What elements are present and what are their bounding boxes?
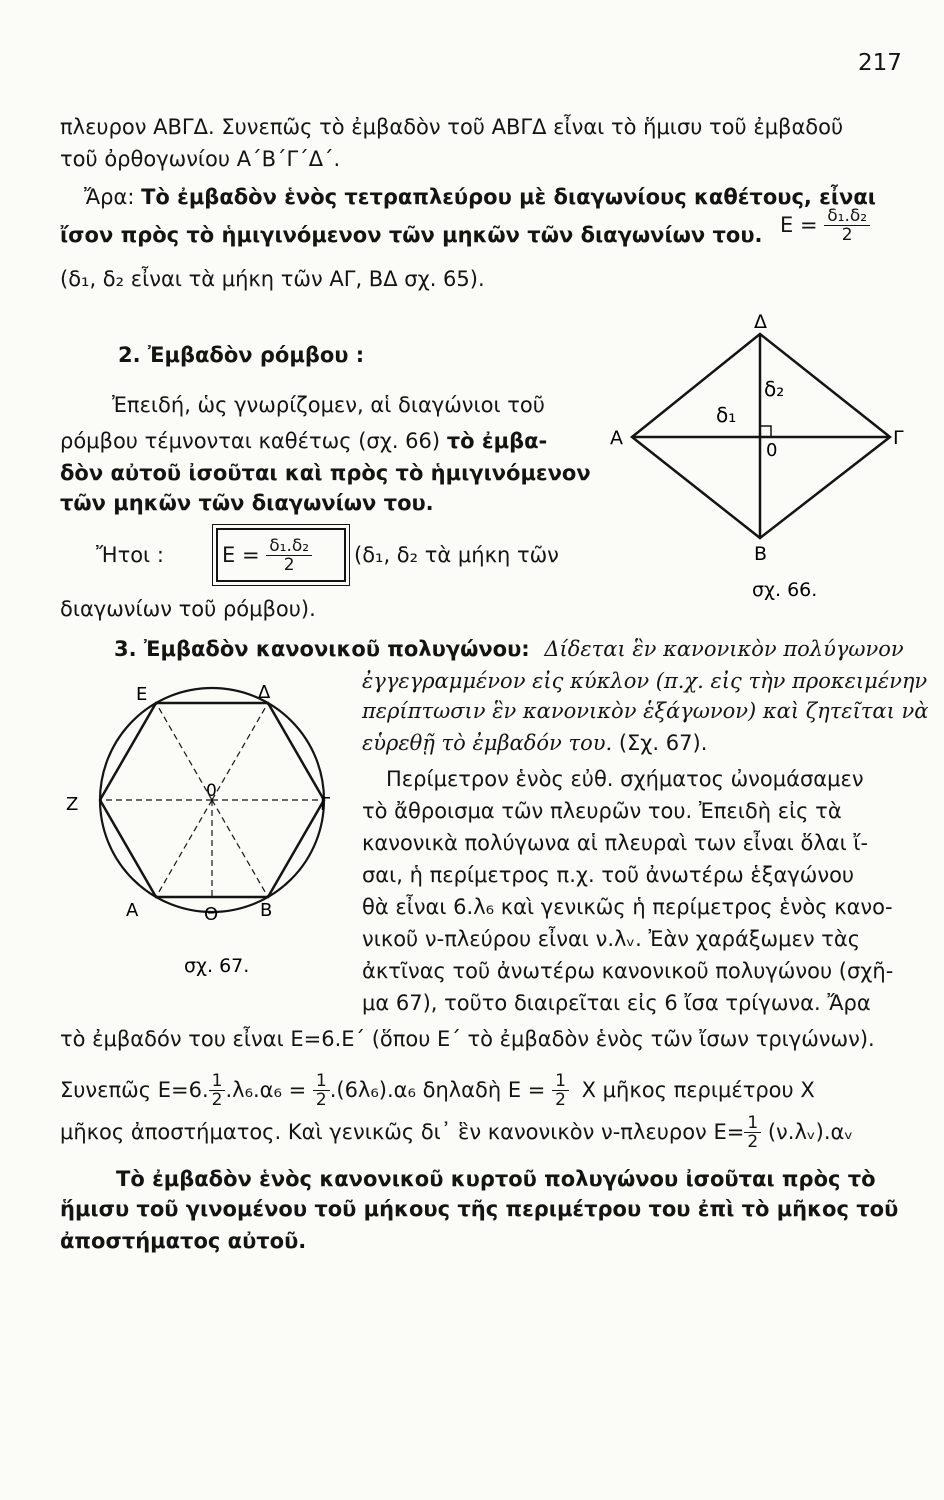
rhombus-note-1: (δ₁, δ₂ τὰ μήκη τῶν (354, 543, 559, 567)
label-d1: δ₁ (716, 403, 737, 427)
rhombus-text-1: Ἐπειδή, ὡς γνωρίζομεν, αἱ διαγώνιοι τοῦ (112, 393, 545, 417)
rhombus-formula-fraction (266, 538, 312, 574)
half-den-4: 2 (747, 1132, 759, 1152)
half-fraction-4 (744, 1115, 761, 1151)
section-3-heading: 3. Ἐμβαδὸν κανονικοῦ πολυγώνου: (114, 637, 530, 661)
rhombus-note-2: διαγωνίων τοῦ ρόμβου). (60, 597, 316, 621)
intro-note: (δ₁, δ₂ εἶναι τὰ μήκη τῶν ΑΓ, ΒΔ σχ. 65). (60, 267, 485, 291)
perimeter-para-6: νικοῦ ν-πλεύρου εἶναι ν.λᵥ. Ἐὰν χαράξωμεν τὰς (362, 927, 861, 951)
consequently-a: Συνεπῶς Ε=6. (60, 1078, 209, 1102)
perimeter-para-8: μα 67), τοῦτο διαιρεῖται εἰς 6 ἴσα τρίγωνα. Ἄρα (362, 991, 871, 1015)
hex-label-B: Β (260, 900, 273, 921)
quad-formula-num: δ₁.δ₂ (824, 208, 870, 226)
rhombus-text-2 (60, 428, 547, 454)
figure-67-hexagon (60, 680, 360, 980)
theorem-polygon-line-1: Τὸ ἐμβαδὸν ἑνὸς κανονικοῦ κυρτοῦ πολυγώνου ἰσοῦται πρὸς τὸ (116, 1167, 876, 1191)
consequently-c: .(6λ₆).α₆ δηλαδὴ Ε = (329, 1078, 546, 1102)
label-O: 0 (766, 440, 778, 461)
etoi-label: Ἤτοι : (96, 543, 164, 567)
rhombus-formula-box (216, 528, 346, 582)
page-number: 217 (858, 50, 902, 76)
perimeter-para-3: κανονικὰ πολύγωνα αἱ πλευραὶ των εἶναι ὅλαι ἴ- (362, 831, 869, 855)
theorem-quad-line-2: ἴσον πρὸς τὸ ἡμιγινόμενον τῶν μηκῶν τῶν διαγωνίων του. (60, 223, 763, 247)
rhombus-formula-num: δ₁.δ₂ (266, 538, 312, 556)
rhombus-formula (222, 534, 312, 576)
section-3-italic-2: ἐγγεγραμμένον εἰς κύκλον (π.χ. εἰς τὴν προκειμένην (362, 669, 928, 693)
section-3-heading-line (114, 636, 904, 662)
apothem-a: μῆκος ἀποστήματος. Καὶ γενικῶς δι᾽ ἓν κανονικὸν ν-πλευρον Ε= (60, 1120, 745, 1144)
label-A: Α (610, 427, 623, 449)
theorem-polygon-line-3: ἀποστήματος αὐτοῦ. (60, 1229, 307, 1253)
quad-formula (780, 208, 870, 244)
radius-OB (212, 800, 268, 897)
intro-line-2: τοῦ ὀρθογωνίου Α΄Β΄Γ΄Δ΄. (60, 147, 341, 171)
hex-label-Th: Θ (204, 904, 219, 925)
perimeter-para-1: Περίμετρον ἑνὸς εὐθ. σχήματος ὠνομάσαμεν (386, 767, 864, 791)
perimeter-para-7: ἀκτῖνας τοῦ ἀνωτέρω κανονικοῦ πολυγώνου (σχῆ- (362, 959, 894, 983)
theorem-quad-bold-1: Τὸ ἐμβαδὸν ἑνὸς τετραπλεύρου μὲ διαγωνίους καθέτους, εἶναι (141, 185, 876, 209)
hex-label-A: Α (126, 900, 139, 921)
quad-formula-E: Ε = (780, 213, 818, 237)
half-fraction-2 (313, 1073, 330, 1109)
section-3-italic-3: περίπτωσιν ἓν κανονικὸν ἑξάγωνον) καὶ ζητεῖται νὰ (362, 699, 929, 723)
intro-line-1: πλευρον ΑΒΓΔ. Συνεπῶς τὸ ἐμβαδὸν τοῦ ΑΒΓΔ εἶναι τὸ ἥμισυ τοῦ ἐμβαδοῦ (60, 115, 844, 139)
half-num-4: 1 (744, 1115, 761, 1133)
label-d2: δ₂ (764, 377, 785, 401)
hex-label-E: Ε (136, 684, 148, 705)
radius-OA (156, 800, 212, 897)
theorem-polygon-line-2: ἥμισυ τοῦ γινομένου τοῦ μήκους τῆς περιμέτρου του ἐπὶ τὸ μῆκος τοῦ (60, 1197, 899, 1221)
section-2-heading: 2. Ἐμβαδὸν ρόμβου : (118, 343, 365, 367)
label-G: Γ (893, 427, 904, 449)
rhombus-text-3: δὸν αὐτοῦ ἰσοῦται καὶ πρὸς τὸ ἡμιγινόμενον (60, 461, 591, 485)
half-num-1: 1 (209, 1073, 226, 1091)
consequently-line (60, 1068, 815, 1112)
figure-67-ref: (Σχ. 67). (612, 731, 708, 755)
rhombus-text-2-bold: τὸ ἐμβα- (446, 429, 548, 453)
apothem-b: (ν.λᵥ).αᵥ (767, 1120, 854, 1144)
hexagon-area-line: τὸ ἐμβαδόν του εἶναι Ε=6.Ε΄ (ὅπου Ε΄ τὸ ἐμβαδὸν ἑνὸς τῶν ἴσων τριγώνων). (60, 1027, 875, 1051)
quad-formula-fraction (824, 208, 870, 244)
section-3-italic-4-line (362, 730, 707, 756)
rhombus-formula-den: 2 (283, 555, 295, 575)
ara-prefix: Ἄρα: (84, 185, 142, 209)
radius-OE (156, 703, 212, 800)
hex-label-O: 0 (206, 781, 217, 801)
label-B: Β (754, 543, 768, 565)
half-fraction-3 (552, 1073, 569, 1109)
rhombus-formula-E: Ε = (222, 543, 260, 567)
perimeter-para-5: θὰ εἶναι 6.λ₆ καὶ γενικῶς ἡ περίμετρος ἑνὸς κανο- (362, 895, 893, 919)
figure-66-rhombus (600, 308, 904, 608)
rhombus-text-4: τῶν μηκῶν τῶν διαγωνίων του. (60, 491, 434, 515)
figure-66-caption: σχ. 66. (752, 579, 818, 601)
label-D: Δ (754, 311, 767, 333)
consequently-d: Χ μῆκος περιμέτρου Χ (581, 1078, 815, 1102)
section-3-italic-4: εὑρεθῇ τὸ ἐμβαδόν του. (362, 731, 613, 755)
hex-label-Z: Ζ (66, 794, 79, 815)
radius-OD (212, 703, 268, 800)
section-3-italic-1: Δίδεται ἓν κανονικὸν πολύγωνον (544, 637, 904, 661)
perimeter-para-2: τὸ ἄθροισμα τῶν πλευρῶν του. Ἐπειδὴ εἰς τὰ (362, 799, 842, 823)
half-den-2: 2 (315, 1090, 327, 1110)
figure-67-caption: σχ. 67. (184, 955, 250, 977)
right-angle-mark (760, 426, 771, 437)
theorem-quad-line-1 (84, 184, 876, 210)
half-num-2: 1 (313, 1073, 330, 1091)
half-fraction-1 (209, 1073, 226, 1109)
consequently-b: .λ₆.α₆ = (225, 1078, 307, 1102)
rhombus-text-2-plain: ρόμβου τέμνονται καθέτως (σχ. 66) (60, 429, 447, 453)
half-num-3: 1 (552, 1073, 569, 1091)
hex-label-D: Δ (258, 682, 271, 703)
apothem-line (60, 1110, 853, 1154)
half-den-3: 2 (555, 1090, 566, 1110)
half-den-1: 2 (211, 1090, 223, 1110)
perimeter-para-4: σαι, ἡ περίμετρος π.χ. τοῦ ἀνωτέρω ἑξαγώνου (362, 863, 855, 887)
quad-formula-den: 2 (841, 225, 853, 245)
hex-label-G: Γ (320, 794, 331, 815)
